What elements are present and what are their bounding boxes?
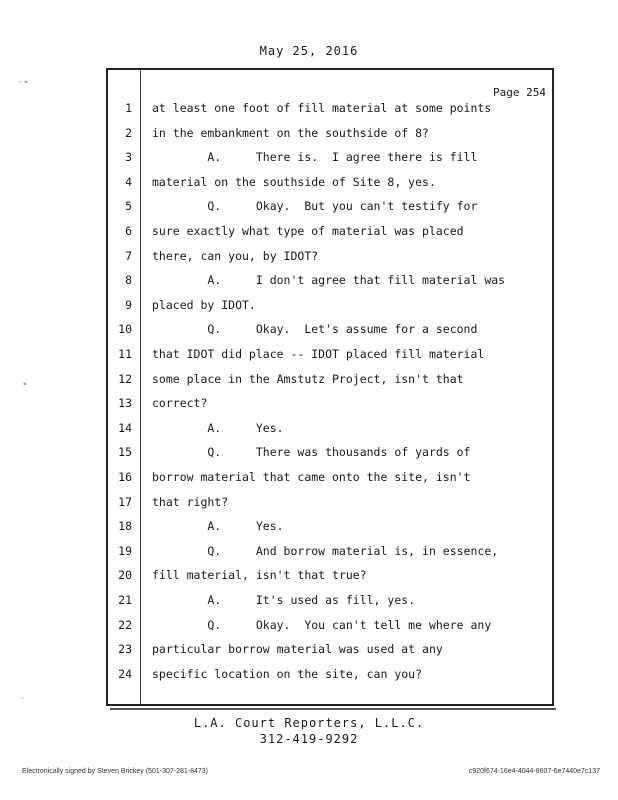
reporter-company: L.A. Court Reporters, L.L.C. xyxy=(193,716,425,730)
line-number: 13 xyxy=(118,396,132,411)
line-number: 9 xyxy=(125,297,132,312)
line-text: A. It's used as fill, yes. xyxy=(152,593,416,607)
scan-mark: ∙ xyxy=(22,380,28,390)
line-number: 14 xyxy=(118,420,132,435)
line-number: 12 xyxy=(118,371,132,386)
line-text: particular borrow material was used at any xyxy=(152,642,443,657)
transcript-line xyxy=(106,150,554,174)
transcript-line xyxy=(106,224,554,248)
line-text: sure exactly what type of material was placed xyxy=(152,224,464,238)
line-number: 5 xyxy=(125,199,132,214)
line-text: Q. Okay. But you can't testify for xyxy=(152,199,478,214)
line-text: there, can you, by IDOT? xyxy=(152,248,319,263)
line-text: material on the southside of Site 8, yes. xyxy=(152,174,436,189)
transcript-line xyxy=(106,322,554,346)
transcript-line xyxy=(106,593,554,617)
line-number: 8 xyxy=(125,273,132,288)
transcript-line xyxy=(106,347,554,371)
line-number: 16 xyxy=(118,470,132,484)
transcript-line xyxy=(106,101,554,125)
transcript-line xyxy=(106,175,554,199)
scan-mark: ·∙ xyxy=(18,78,29,88)
line-number: 20 xyxy=(118,568,132,583)
transcript-line xyxy=(106,519,554,543)
line-text: fill material, isn't that true? xyxy=(152,568,367,583)
line-text: borrow material that came onto the site, isn't xyxy=(152,470,471,484)
line-text: specific location on the site, can you? xyxy=(152,666,423,681)
line-text: that IDOT did place -- IDOT placed fill material xyxy=(152,347,485,361)
line-number: 19 xyxy=(118,543,132,558)
transcript-line xyxy=(106,495,554,519)
line-number: 11 xyxy=(118,347,132,361)
transcript-line xyxy=(106,199,554,223)
line-text: that right? xyxy=(152,494,229,509)
document-hash: c920f674-16e4-4044-8607-6e7440e7c137 xyxy=(468,768,600,775)
transcript-line xyxy=(106,273,554,297)
line-text: A. I don't agree that fill material was xyxy=(152,273,506,288)
transcript-line xyxy=(106,470,554,494)
transcript-line xyxy=(106,421,554,445)
line-number: 17 xyxy=(118,494,132,509)
line-number: 18 xyxy=(118,519,132,534)
line-text: A. There is. I agree there is fill xyxy=(152,150,478,165)
line-text: Q. Okay. You can't tell me where any xyxy=(152,617,492,632)
line-text: A. Yes. xyxy=(152,519,284,534)
scan-mark: · xyxy=(20,694,26,704)
line-text: Q. And borrow material is, in essence, xyxy=(152,543,499,558)
line-number: 10 xyxy=(118,322,132,337)
page-number: Page 254 xyxy=(493,86,546,99)
line-number: 6 xyxy=(125,224,132,238)
line-text: correct? xyxy=(152,396,208,411)
transcript-line xyxy=(106,372,554,396)
e-signature: Electronically signed by Steven Brickey (501-307-281-8473) xyxy=(22,768,208,775)
line-number: 1 xyxy=(125,101,132,115)
line-text: in the embankment on the southside of 8? xyxy=(152,125,429,140)
reporter-phone: 312-419-9292 xyxy=(259,732,359,746)
transcript-line xyxy=(106,544,554,568)
transcript-line xyxy=(106,298,554,322)
line-number: 21 xyxy=(118,593,132,607)
line-number: 15 xyxy=(118,445,132,460)
line-number: 23 xyxy=(118,642,132,657)
line-number: 3 xyxy=(125,150,132,165)
transcript-line xyxy=(106,126,554,150)
transcript-line xyxy=(106,568,554,592)
line-text: some place in the Amstutz Project, isn't that xyxy=(152,371,464,386)
deposition-date: May 25, 2016 xyxy=(259,44,359,58)
transcript-line xyxy=(106,249,554,273)
line-text: placed by IDOT. xyxy=(152,297,256,312)
transcript-line xyxy=(106,445,554,469)
line-number: 4 xyxy=(125,174,132,189)
line-text: A. Yes. xyxy=(152,420,284,435)
line-text: Q. There was thousands of yards of xyxy=(152,445,471,460)
line-text: at least one foot of fill material at some points xyxy=(152,101,492,115)
line-text: Q. Okay. Let's assume for a second xyxy=(152,322,478,337)
transcript-line xyxy=(106,642,554,666)
line-number: 7 xyxy=(125,248,132,263)
transcript-line xyxy=(106,667,554,691)
frame-shadow xyxy=(110,704,556,710)
line-number: 24 xyxy=(118,666,132,681)
transcript-line xyxy=(106,396,554,420)
line-number: 22 xyxy=(118,617,132,632)
transcript-line xyxy=(106,618,554,642)
line-number: 2 xyxy=(125,125,132,140)
